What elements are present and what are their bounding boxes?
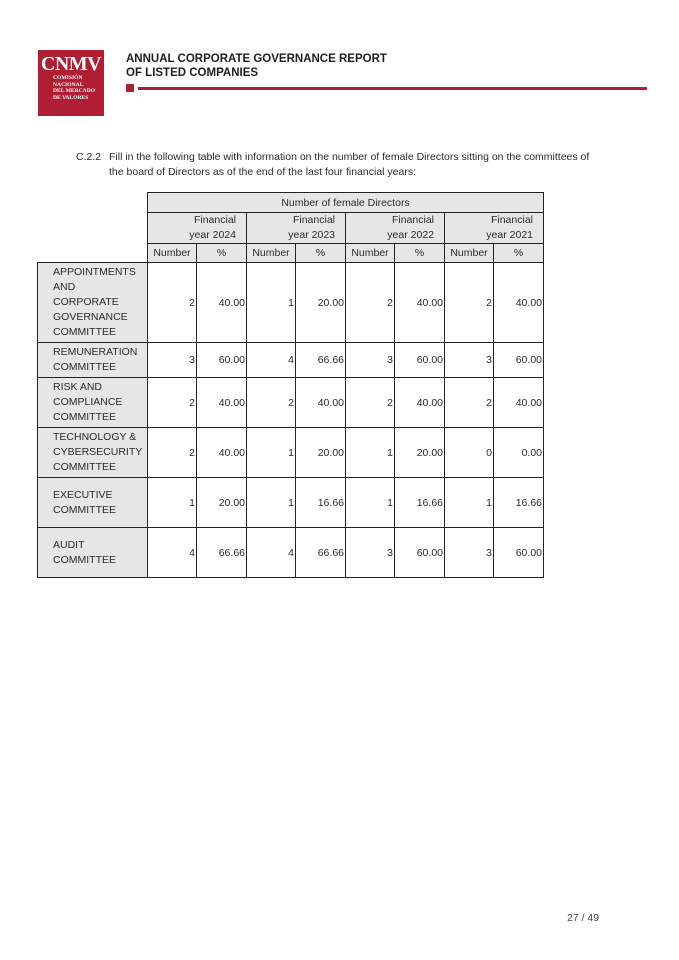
table-row [38,343,544,378]
year-header-2022 [346,213,445,244]
report-title-line1: ANNUAL CORPORATE GOVERNANCE REPORT [126,53,387,65]
cell-number: 3 [346,343,395,378]
sub-header-number: Number [148,244,197,263]
cell-number: 1 [346,428,395,478]
cell-pct: 16.66 [296,478,346,528]
section-c22 [76,150,606,180]
cell-number: 4 [148,528,197,578]
section-text: Fill in the following table with information on the number of female Directors sitting on the committees of the board of Directors as of the end of the last four financial years: [109,151,590,178]
cell-number: 2 [445,378,494,428]
cell-pct: 60.00 [395,528,445,578]
year-header-line: Financial [292,214,335,226]
year-header-2024 [148,213,247,244]
cell-number: 2 [148,378,197,428]
cell-number: 2 [148,428,197,478]
logo-line: NACIONAL [53,81,84,88]
row-label: EXECUTIVE COMMITTEE [38,478,148,528]
cnmv-logo [38,50,104,116]
logo-line: COMISIÓN [53,75,83,81]
cell-pct: 66.66 [197,528,247,578]
cell-number: 4 [247,528,296,578]
sub-header-number: Number [445,244,494,263]
cell-number: 2 [346,378,395,428]
table-row [38,378,544,428]
cell-number: 1 [247,428,296,478]
female-directors-table [37,192,544,578]
year-header-line: Financial [391,214,434,226]
row-label: REMUNERATION COMMITTEE [38,343,148,378]
cell-pct: 60.00 [395,343,445,378]
year-header-line: year 2021 [486,229,533,241]
year-header-line: year 2023 [288,229,335,241]
cell-number: 3 [148,343,197,378]
cell-pct: 40.00 [494,263,544,343]
cell-pct: 0.00 [494,428,544,478]
year-header-line: Financial [490,214,533,226]
cell-pct: 60.00 [494,343,544,378]
report-title [126,52,387,80]
cell-number: 2 [346,263,395,343]
row-label: TECHNOLOGY & CYBERSECURITY COMMITTEE [38,428,148,478]
cell-number: 4 [247,343,296,378]
cell-number: 3 [445,528,494,578]
table-row [38,428,544,478]
sub-header-number: Number [346,244,395,263]
cell-number: 1 [445,478,494,528]
cell-number: 0 [445,428,494,478]
cell-pct: 40.00 [197,263,247,343]
cell-pct: 40.00 [296,378,346,428]
cell-number: 1 [247,263,296,343]
table-corner [38,193,148,213]
year-header-2021 [445,213,544,244]
table-row [38,263,544,343]
cell-number: 2 [445,263,494,343]
cell-pct: 66.66 [296,528,346,578]
cell-pct: 40.00 [395,263,445,343]
logo-subtitle [38,75,104,101]
sub-header-number: Number [247,244,296,263]
cell-pct: 40.00 [395,378,445,428]
cell-number: 1 [346,478,395,528]
row-label: RISK AND COMPLIANCE COMMITTEE [38,378,148,428]
logo-line: DE VALORES [53,94,89,101]
table-row [38,528,544,578]
group-header: Number of female Directors [148,193,544,213]
header-accent-square [126,84,134,92]
logo-mark: CNMV [40,53,102,75]
cell-number: 2 [148,263,197,343]
sub-header-pct: % [296,244,346,263]
table-corner [38,213,148,244]
year-header-line: year 2022 [387,229,434,241]
row-label: APPOINTMENTS AND CORPORATE GOVERNANCE COMMITTEE [38,263,148,343]
cell-pct: 20.00 [395,428,445,478]
cell-pct: 20.00 [296,428,346,478]
cell-pct: 40.00 [494,378,544,428]
cell-pct: 60.00 [494,528,544,578]
cell-pct: 66.66 [296,343,346,378]
cell-pct: 60.00 [197,343,247,378]
cell-pct: 40.00 [197,428,247,478]
sub-header-pct: % [197,244,247,263]
section-number: C.2.2 [76,151,102,163]
cell-number: 3 [445,343,494,378]
cell-number: 1 [247,478,296,528]
report-title-line2: OF LISTED COMPANIES [126,67,259,79]
cell-pct: 16.66 [494,478,544,528]
logo-line: DEL MERCADO [53,88,96,94]
sub-header-pct: % [395,244,445,263]
year-header-2023 [247,213,346,244]
row-label: AUDIT COMMITTEE [38,528,148,578]
year-header-line: Financial [193,214,236,226]
page-number: 27 / 49 [567,912,600,924]
cell-number: 3 [346,528,395,578]
cell-pct: 16.66 [395,478,445,528]
table-row [38,478,544,528]
table-corner [38,244,148,263]
year-header-line: year 2024 [189,229,236,241]
cell-pct: 40.00 [197,378,247,428]
cell-pct: 20.00 [197,478,247,528]
cell-number: 1 [148,478,197,528]
cell-pct: 20.00 [296,263,346,343]
cell-number: 2 [247,378,296,428]
header-rule [138,87,647,90]
sub-header-pct: % [494,244,544,263]
